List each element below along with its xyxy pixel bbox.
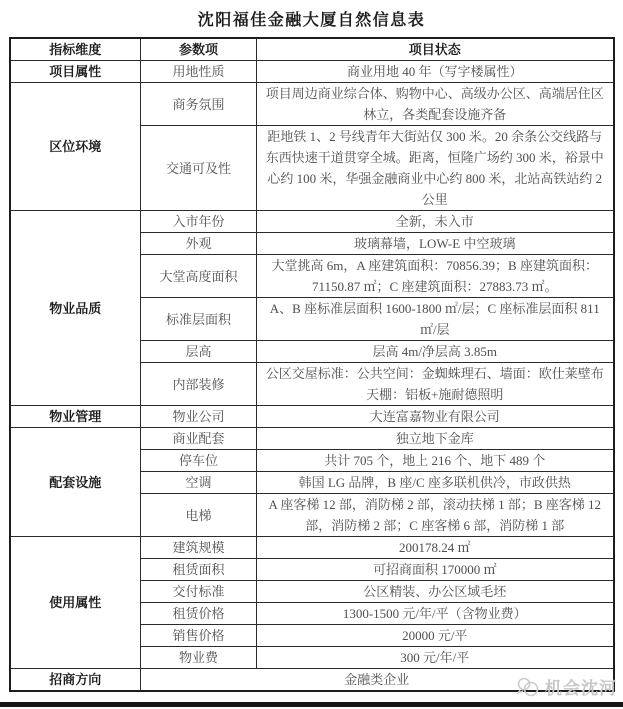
param-cell: 物业费 — [141, 647, 257, 669]
status-cell: 韩国 LG 品牌，B 座/C 座多联机供冷，市政供热 — [257, 472, 614, 494]
status-cell: 20000 元/平 — [257, 625, 614, 647]
header-parameter: 参数项 — [141, 38, 257, 61]
param-cell: 层高 — [141, 341, 257, 363]
table-row — [10, 61, 614, 83]
status-cell: 大堂挑高 6m，A 座建筑面积：70856.39；B 座建筑面积：71150.87 ㎡；C 座建筑面积：27883.73 ㎡。 — [257, 255, 614, 298]
header-status: 项目状态 — [257, 38, 614, 61]
status-cell: A、B 座标准层面积 1600-1800 ㎡/层；C 座标准层面积 811 ㎡/层 — [257, 298, 614, 341]
status-cell: 可招商面积 170000 ㎡ — [257, 559, 614, 581]
page-title: 沈阳福佳金融大厦自然信息表 — [197, 12, 426, 29]
status-cell: 1300-1500 元/年/平（含物业费） — [257, 603, 614, 625]
param-cell: 停车位 — [141, 450, 257, 472]
watermark-text: 机会沈河 — [545, 679, 617, 698]
table-row — [10, 83, 614, 126]
status-cell: 玻璃幕墙，LOW-E 中空玻璃 — [257, 233, 614, 255]
status-cell: 300 元/年/平 — [257, 647, 614, 669]
param-cell: 商务氛围 — [141, 83, 257, 126]
param-cell: 租赁价格 — [141, 603, 257, 625]
param-cell: 外观 — [141, 233, 257, 255]
status-cell: 全新，未入市 — [257, 211, 614, 233]
status-cell: 距地铁 1、2 号线青年大街站仅 300 米。20 余条公交线路与东西快速干道贯穿全城。距离，恒隆广场约 300 米，裕景中心约 100 米，华强金融商业中心约 800 米，北站高铁站约 2 公里 — [257, 126, 614, 211]
param-cell: 标准层面积 — [141, 298, 257, 341]
status-cell: 公区交屋标准：公共空间：金蜘蛛理石、墙面：欧仕莱壁布 天棚：铝板+施耐德照明 — [257, 363, 614, 406]
status-cell: 200178.24 ㎡ — [257, 537, 614, 559]
status-cell: 金融类企业 — [141, 669, 614, 692]
bottom-divider-bar — [0, 702, 623, 707]
param-cell: 用地性质 — [141, 61, 257, 83]
category-cell: 使用属性 — [10, 537, 141, 669]
status-cell: 项目周边商业综合体、购物中心、高级办公区、高端居住区林立，各类配套设施齐备 — [257, 83, 614, 126]
category-cell: 物业品质 — [10, 211, 141, 406]
param-cell: 交通可及性 — [141, 126, 257, 211]
header-dimension: 指标维度 — [10, 38, 141, 61]
status-cell: 层高 4m/净层高 3.85m — [257, 341, 614, 363]
param-cell: 销售价格 — [141, 625, 257, 647]
param-cell: 电梯 — [141, 494, 257, 537]
header-row — [10, 38, 614, 61]
category-cell: 物业管理 — [10, 406, 141, 428]
category-cell: 区位环境 — [10, 83, 141, 211]
table-row — [10, 669, 614, 692]
table-body — [10, 61, 614, 692]
building-info-table — [9, 37, 615, 692]
status-cell: 大连富嘉物业有限公司 — [257, 406, 614, 428]
status-cell: A 座客梯 12 部，消防梯 2 部，滚动扶梯 1 部；B 座客梯 12 部，消防梯 2 部；C 座客梯 6 部，消防梯 1 部 — [257, 494, 614, 537]
status-cell: 共计 705 个，地上 216 个、地下 489 个 — [257, 450, 614, 472]
param-cell: 入市年份 — [141, 211, 257, 233]
status-cell: 商业用地 40 年（写字楼属性） — [257, 61, 614, 83]
param-cell: 租赁面积 — [141, 559, 257, 581]
category-cell: 招商方向 — [10, 669, 141, 692]
category-cell: 配套设施 — [10, 428, 141, 537]
param-cell: 内部装修 — [141, 363, 257, 406]
category-cell: 项目属性 — [10, 61, 141, 83]
param-cell: 商业配套 — [141, 428, 257, 450]
param-cell: 空调 — [141, 472, 257, 494]
table-row — [10, 537, 614, 559]
param-cell: 建筑规模 — [141, 537, 257, 559]
param-cell: 大堂高度面积 — [141, 255, 257, 298]
param-cell: 交付标准 — [141, 581, 257, 603]
table-row — [10, 428, 614, 450]
status-cell: 独立地下金库 — [257, 428, 614, 450]
table-row — [10, 211, 614, 233]
status-cell: 公区精装、办公区域毛坯 — [257, 581, 614, 603]
param-cell: 物业公司 — [141, 406, 257, 428]
table-row — [10, 406, 614, 428]
